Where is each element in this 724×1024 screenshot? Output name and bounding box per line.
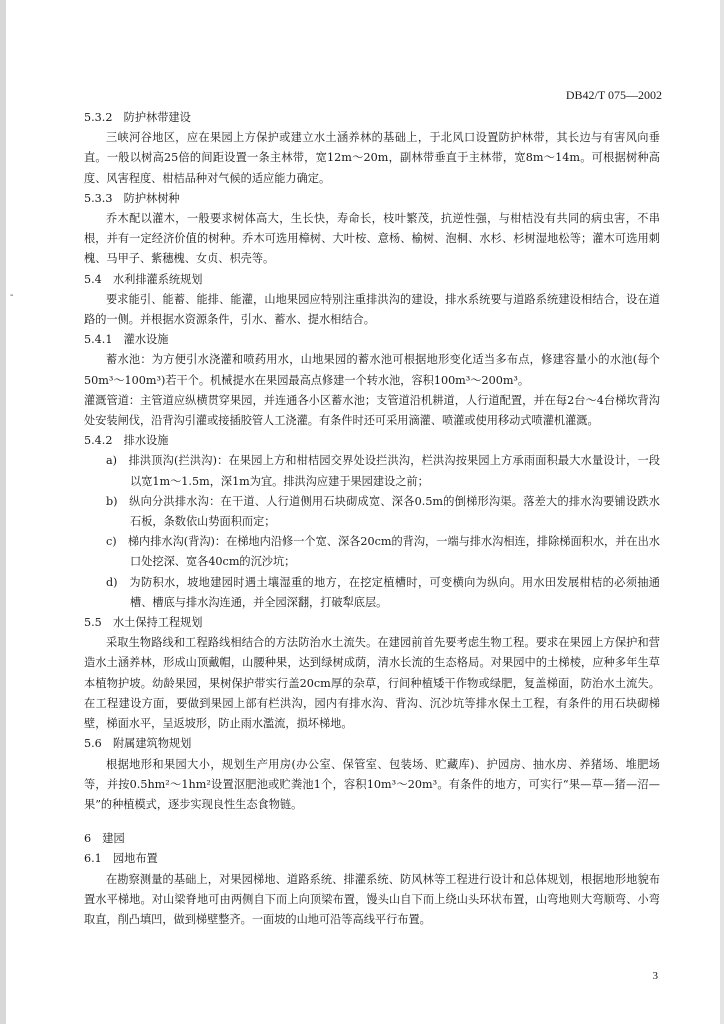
- list-item: b) 纵向分洪排水沟：在干道、人行道侧用石块砌成宽、深各0.5m的倒梯形沟渠。落差大的排水沟要铺设跌水石板，条数依山势面积而定；: [106, 494, 660, 529]
- section-heading: 6.1 园地布置: [84, 852, 158, 866]
- list-item: c) 梯内排水沟(背沟)：在梯地内沿修一个宽、深各20cm的背沟，一端与排水沟相连，排除梯面积水，并在出水口处挖深、宽各40cm的沉沙坑；: [106, 535, 660, 569]
- section-heading: 6 建园: [84, 832, 125, 846]
- list-item: a) 排洪顶沟(拦洪沟)：在果园上方和柑桔园交界处设拦洪沟，栏洪沟按果园上方承雨面积最大水量设计，一段以宽1m～1.5m，深1m为宜。排洪沟应建于果园建设之前；: [106, 454, 660, 488]
- paragraph: 要求能引、能蓄、能排、能灌，山地果园应特别注重排洪沟的建设，排水系统要与道路系统建设相结合，设在道路的一侧。并根据水资源条件，引水、蓄水、提水相结合。: [84, 292, 660, 327]
- page-number: 3: [652, 970, 658, 982]
- section-heading: 5.3.2 防护林带建设: [84, 111, 191, 124]
- section-heading: 5.5 水土保持工程规划: [84, 616, 203, 630]
- paragraph: 根据地形和果园大小，规划生产用房(办公室、保管室、包装场、贮藏库)、护园房、抽水房、养猪场、堆肥场等，并按0.5hm²～1hm²设置沤肥池或贮粪池1个，容积10m³～20m³。有条件的地方，可实行“果—草—猪—沼—果”的种植模式，逐步实现良性生态食物链。: [84, 757, 660, 811]
- document-body: [84, 108, 660, 930]
- scan-right-edge: [720, 0, 724, 1024]
- standard-code: DB42/T 075—2002: [565, 88, 662, 102]
- scan-left-edge: [0, 0, 6, 1024]
- paragraph: 蓄水池：为方便引水浇灌和喷药用水，山地果园的蓄水池可根据地形变化适当多布点，修建容量小的水池(每个50m³～100m³)若干个。机械提水在果园最高点修建一个转水池，容积100m³～200m³。: [84, 353, 660, 387]
- paragraph: 乔木配以灌木，一般要求树体高大，生长快，寿命长，枝叶繁茂，抗逆性强，与柑桔没有共同的病虫害，不串根，并有一定经济价值的树种。乔木可选用樟树、大叶桉、意杨、榆树、泡桐、水杉、杉树湿地松等；灌木可选用刺槐、马甲子、紫穗槐、女贞、枳壳等。: [84, 212, 660, 266]
- section-heading: 5.4.2 排水设施: [84, 434, 169, 448]
- paragraph: 采取生物路线和工程路线相结合的方法防治水土流失。在建园前首先要考虑生物工程。要求在果园上方保护和营造水土涵养林，形成山顶戴帽，山腰种果，达到绿树成荫，清水长流的生态格局。对果园中的土梯棱，应种多年生草本植物护坡。幼龄果园，果树保护带实行盖20cm厚的杂草，行间种植矮干作物或绿肥，复盖梯面，防治水土流失。在工程建设方面，要做到果园上部有栏洪沟，园内有排水沟、背沟、沉沙坑等排水保土工程，有条件的用石块砌梯壁，梯面水平，呈返坡形，防止雨水濫流，损坏梯地。: [84, 636, 660, 731]
- paragraph: 三峡河谷地区，应在果园上方保护或建立水土涵养林的基础上，于北风口设置防护林带，其长边与有害风向垂直。一般以树高25倍的间距设置一条主林带，宽12m～20m，副林带垂直于主林带，宽8m～14m。可根据树种高度、风害程度、柑桔品种对气候的适应能力确定。: [84, 131, 660, 185]
- section-heading: 5.6 附属建筑物规划: [84, 737, 192, 751]
- margin-mark: -: [10, 290, 14, 301]
- section-heading: 5.3.3 防护林树种: [84, 191, 180, 205]
- paragraph: 在勘察测量的基础上，对果园梯地、道路系统、排灌系统、防风林等工程进行设计和总体规划，根据地形地貌布置水平梯地。对山梁脊地可由两侧自下而上向顶梁布置，馒头山自下而上绕山头环状布置，山弯地则大弯顺弯、小弯取直，削凸填凹，做到梯壁整齐。一面坡的山地可沿等高线平行布置。: [84, 872, 660, 926]
- section-heading: 5.4 水利排灌系统规划: [84, 272, 203, 286]
- section-gap: [84, 815, 660, 829]
- list-item: d) 为防积水，坡地建园时遇土壤湿重的地方，在挖定植槽时，可变横向为纵向。用水田发展柑桔的必须抽通槽、槽底与排水沟连通，并全园深翻，打破犁底层。: [106, 575, 660, 609]
- section-heading: 5.4.1 灌水设施: [84, 333, 169, 347]
- paragraph: 灌溉管道：主管道应纵横贯穿果园，并连通各小区蓄水池；支管道沿机耕道，人行道配置，并在每2台～4台梯坎背沟处安装闸伐，沿背沟引灌或接插胶管人工浇灌。有条件时还可采用滴灌、喷灌或使用移动式喷灌机灌溉。: [84, 393, 660, 428]
